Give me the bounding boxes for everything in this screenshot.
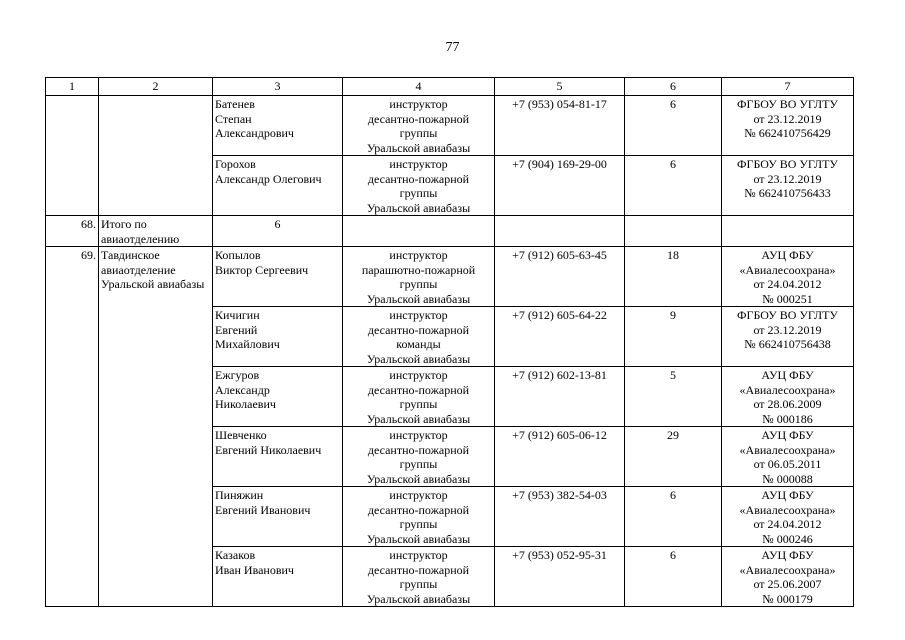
person-phone: +7 (912) 605-06-12 (495, 427, 625, 487)
person-name: Пиняжин Евгений Иванович (213, 487, 343, 547)
person-certificate: АУЦ ФБУ «Авиалесоохрана» от 24.04.2012 № 000246 (722, 487, 854, 547)
person-certificate: АУЦ ФБУ «Авиалесоохрана» от 24.04.2012 № 000251 (722, 247, 854, 307)
person-position: инструктор десантно-пожарной группы Уральской авиабазы (343, 96, 495, 156)
person-experience: 29 (625, 427, 722, 487)
empty-cell (625, 216, 722, 247)
total-row (46, 216, 854, 247)
person-certificate: АУЦ ФБУ «Авиалесоохрана» от 28.06.2009 № 000186 (722, 367, 854, 427)
person-phone: +7 (904) 169-29-00 (495, 156, 625, 216)
person-experience: 6 (625, 487, 722, 547)
row-number: 68. (46, 216, 99, 247)
table-row (46, 96, 854, 156)
person-phone: +7 (953) 382-54-03 (495, 487, 625, 547)
column-number: 3 (213, 78, 343, 96)
person-certificate: ФГБОУ ВО УГЛТУ от 23.12.2019 № 662410756429 (722, 96, 854, 156)
unit-name: Тавдинское авиаотделение Уральской авиабазы (99, 247, 213, 607)
person-phone: +7 (912) 602-13-81 (495, 367, 625, 427)
unit-name (99, 96, 213, 216)
column-number: 2 (99, 78, 213, 96)
empty-cell (343, 216, 495, 247)
total-label: Итого по авиаотделению (99, 216, 213, 247)
person-position: инструктор десантно-пожарной команды Уральской авиабазы (343, 307, 495, 367)
person-name: Горохов Александр Олегович (213, 156, 343, 216)
person-position: инструктор десантно-пожарной группы Уральской авиабазы (343, 156, 495, 216)
person-experience: 6 (625, 547, 722, 607)
empty-cell (722, 216, 854, 247)
staff-table (45, 77, 854, 607)
person-certificate: АУЦ ФБУ «Авиалесоохрана» от 25.06.2007 № 000179 (722, 547, 854, 607)
table-row (46, 247, 854, 307)
person-experience: 9 (625, 307, 722, 367)
person-name: Шевченко Евгений Николаевич (213, 427, 343, 487)
row-number: 69. (46, 247, 99, 607)
person-certificate: ФГБОУ ВО УГЛТУ от 23.12.2019 № 662410756433 (722, 156, 854, 216)
person-name: Ежгуров Александр Николаевич (213, 367, 343, 427)
person-certificate: ФГБОУ ВО УГЛТУ от 23.12.2019 № 662410756438 (722, 307, 854, 367)
person-position: инструктор парашютно-пожарной группы Уральской авиабазы (343, 247, 495, 307)
column-number: 6 (625, 78, 722, 96)
person-position: инструктор десантно-пожарной группы Уральской авиабазы (343, 487, 495, 547)
person-experience: 6 (625, 96, 722, 156)
person-position: инструктор десантно-пожарной группы Уральской авиабазы (343, 427, 495, 487)
person-name: Кичигин Евгений Михайлович (213, 307, 343, 367)
person-phone: +7 (912) 605-63-45 (495, 247, 625, 307)
person-experience: 6 (625, 156, 722, 216)
person-experience: 18 (625, 247, 722, 307)
total-count: 6 (213, 216, 343, 247)
person-phone: +7 (912) 605-64-22 (495, 307, 625, 367)
person-position: инструктор десантно-пожарной группы Уральской авиабазы (343, 547, 495, 607)
person-name: Казаков Иван Иванович (213, 547, 343, 607)
column-number: 5 (495, 78, 625, 96)
empty-cell (495, 216, 625, 247)
person-position: инструктор десантно-пожарной группы Уральской авиабазы (343, 367, 495, 427)
person-phone: +7 (953) 054-81-17 (495, 96, 625, 156)
person-experience: 5 (625, 367, 722, 427)
column-number: 7 (722, 78, 854, 96)
person-certificate: АУЦ ФБУ «Авиалесоохрана» от 06.05.2011 № 000088 (722, 427, 854, 487)
row-number (46, 96, 99, 216)
column-number: 4 (343, 78, 495, 96)
person-name: Копылов Виктор Сергеевич (213, 247, 343, 307)
person-phone: +7 (953) 052-95-31 (495, 547, 625, 607)
column-number: 1 (46, 78, 99, 96)
person-name: Батенев Степан Александрович (213, 96, 343, 156)
column-number-row (46, 78, 854, 96)
page-number: 77 (445, 40, 460, 55)
